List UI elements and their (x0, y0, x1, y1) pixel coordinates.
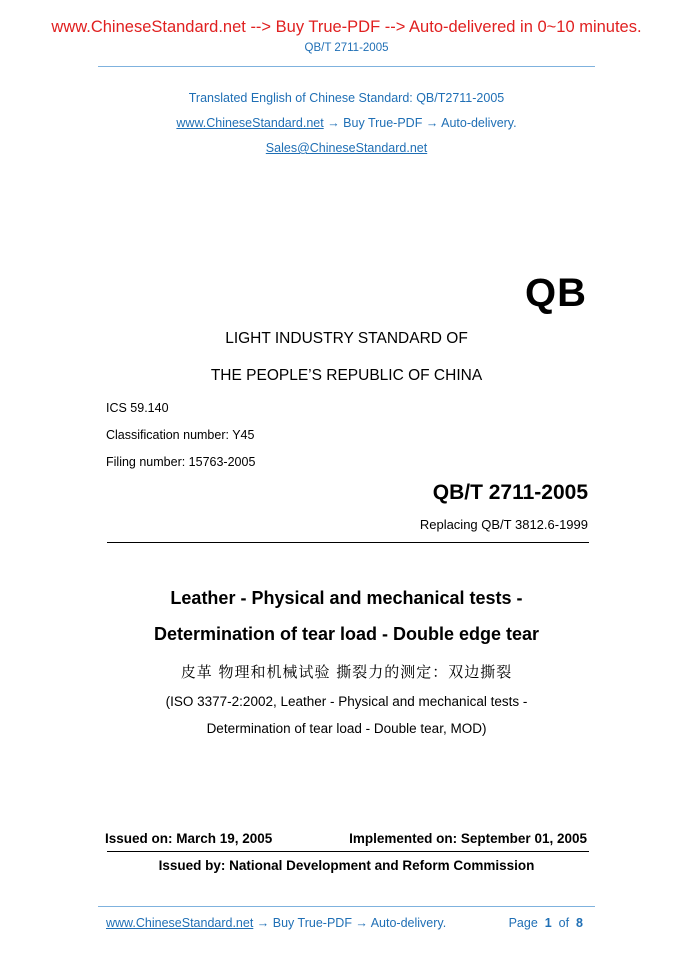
ics-number: ICS 59.140 (106, 401, 169, 415)
footer-divider (98, 906, 595, 907)
classification-number: Classification number: Y45 (106, 428, 255, 442)
implemented-on: Implemented on: September 01, 2005 (349, 831, 587, 846)
page-indicator (509, 916, 583, 930)
issued-by: Issued by: National Development and Reform Commission (158, 858, 535, 873)
dates-divider (107, 851, 589, 852)
page-of: of (558, 916, 570, 930)
standard-type-line1: LIGHT INDUSTRY STANDARD OF (225, 330, 468, 347)
buy-link-line[interactable] (0, 116, 693, 130)
qb-logo: QB (525, 271, 587, 315)
promo-banner[interactable]: www.ChineseStandard.net --> Buy True-PDF --> Auto-delivered in 0~10 minutes. (51, 18, 642, 36)
header-divider (98, 66, 595, 67)
footer-buy-text[interactable]: → Buy True-PDF → Auto-delivery. (256, 916, 447, 930)
footer-buy-link[interactable] (106, 916, 446, 930)
title-divider (107, 542, 589, 543)
header-standard-code: QB/T 2711-2005 (304, 42, 389, 54)
email-line[interactable] (0, 141, 693, 155)
standard-type-line2: THE PEOPLE’S REPUBLIC OF CHINA (210, 367, 483, 384)
page-label: Page (508, 916, 538, 930)
iso-reference-line2: Determination of tear load - Double tear, MOD) (206, 721, 487, 736)
site-link[interactable]: www.ChineseStandard.net (176, 116, 324, 130)
title-line2: Determination of tear load - Double edge tear (153, 624, 540, 644)
issued-on: Issued on: March 19, 2005 (105, 831, 273, 846)
page-total: 8 (576, 916, 583, 930)
footer-site-link[interactable]: www.ChineseStandard.net (106, 916, 254, 930)
translation-note: Translated English of Chinese Standard: QB/T2711-2005 (188, 91, 505, 105)
filing-number: Filing number: 15763-2005 (106, 455, 256, 469)
standard-code: QB/T 2711-2005 (432, 481, 588, 504)
title-chinese: 皮革 物理和机械试验 撕裂力的测定：双边撕裂 (180, 663, 513, 681)
iso-reference-line1: (ISO 3377-2:2002, Leather - Physical and mechanical tests - (165, 694, 528, 709)
page-current: 1 (544, 916, 552, 930)
replacing-standard: Replacing QB/T 3812.6-1999 (419, 517, 588, 532)
title-line1: Leather - Physical and mechanical tests - (170, 588, 523, 608)
sales-email-link[interactable]: Sales@ChineseStandard.net (265, 141, 428, 155)
buy-link-text[interactable]: → Buy True-PDF → Auto-delivery. (327, 116, 517, 130)
